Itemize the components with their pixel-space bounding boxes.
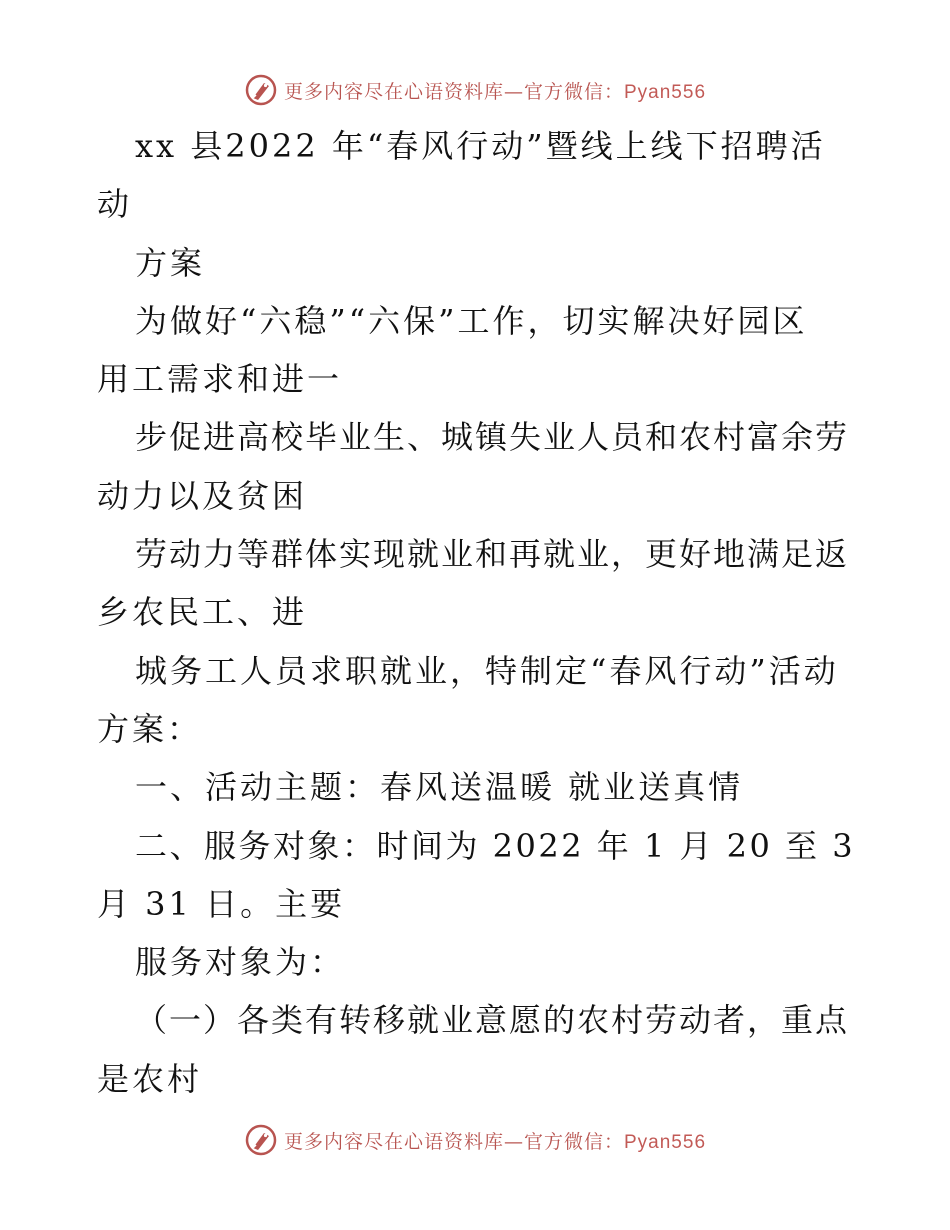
header-watermark xyxy=(0,70,950,110)
document-line: 服务对象为： xyxy=(135,943,346,982)
document-line: （一）各类有转移就业意愿的农村劳动者，重点 xyxy=(135,1001,850,1040)
document-line: 乡农民工、进 xyxy=(97,593,308,632)
document-line: 用工需求和进一 xyxy=(97,360,343,399)
watermark-text: 更多内容尽在心语资料库—官方微信：Pyan556 xyxy=(283,80,707,103)
document-line: 劳动力等群体实现就业和再就业，更好地满足返 xyxy=(135,535,850,574)
pen-nib-logo-icon xyxy=(244,1123,278,1157)
document-line: 动力以及贫困 xyxy=(97,476,308,515)
pen-nib-logo-icon xyxy=(244,73,278,107)
document-line: 动 xyxy=(97,185,133,224)
document-line: 方案： xyxy=(97,709,203,748)
document-line: 城务工人员求职就业，特制定“春风行动”活动 xyxy=(135,651,839,690)
document-line: 是农村 xyxy=(97,1059,203,1098)
document-line: 一、活动主题：春风送温暖 就业送真情 xyxy=(135,768,744,807)
document-line: 方案 xyxy=(135,243,206,282)
wechat-id: Pyan556 xyxy=(624,81,707,103)
footer-watermark xyxy=(0,1120,950,1160)
document-line: 二、服务对象：时间为 2022 年 1 月 20 至 3 xyxy=(135,826,856,865)
document-body xyxy=(97,117,857,1108)
wechat-id: Pyan556 xyxy=(624,1131,707,1153)
document-line: 为做好“六稳”“六保”工作，切实解决好园区 xyxy=(135,301,808,340)
watermark-text: 更多内容尽在心语资料库—官方微信：Pyan556 xyxy=(283,1130,707,1153)
document-line: 步促进高校毕业生、城镇失业人员和农村富余劳 xyxy=(135,418,850,457)
document-line: 月 31 日。主要 xyxy=(97,884,346,923)
document-line: xx 县2022 年“春风行动”暨线上线下招聘活 xyxy=(135,127,826,165)
